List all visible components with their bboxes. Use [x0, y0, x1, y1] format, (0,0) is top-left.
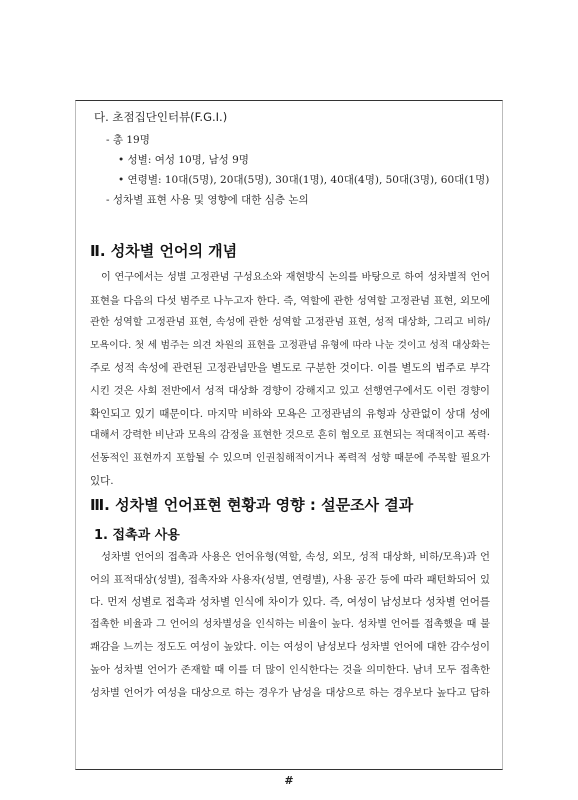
page-number: # [284, 774, 294, 787]
paragraph-line: 높아 성차별 언어가 존재할 때 이를 더 많이 인식한다는 것을 의미한다. 남녀 모두 접촉한 [90, 663, 490, 676]
paragraph-line: 표현을 다음의 다섯 범주로 나누고자 한다. 즉, 역할에 관한 성역할 고정관념 표현, 외모에 [90, 294, 490, 307]
paragraph-line: 이 연구에서는 성별 고정관념 구성요소와 재현방식 논의를 바탕으로 하여 성차별적 언어 [101, 272, 490, 283]
paragraph-line: 성차별 언어의 접촉과 사용은 언어유형(역할, 속성, 외모, 성적 대상화, 비하/모욕)과 언 [101, 551, 490, 563]
paragraph-line: 시킨 것은 사회 전반에서 성적 대상화 경향이 강해지고 있고 선행연구에서도 이런 경향이 [90, 384, 490, 397]
paragraph-line: 다. 먼저 성별로 접촉과 성차별 인식에 차이가 있다. 즉, 여성이 남성보다 성차별 언어를 [90, 596, 490, 609]
paragraph-line: 있다. [90, 475, 114, 488]
paragraph-line: 관한 성역할 고정관념 표현, 속성에 관한 성역할 고정관념 표현, 성적 대상화, 그리고 비하/ [90, 317, 490, 329]
section-3-paragraph [90, 546, 490, 704]
paragraph-line: 접촉한 비율과 그 언어의 성차별성을 인식하는 비율이 높다. 성차별 언어를 접촉했을 때 불 [90, 618, 490, 630]
paragraph-line: 쾌감을 느끼는 정도도 여성이 높았다. 이는 여성이 남성보다 성차별 언어에 대한 감수성이 [90, 641, 490, 654]
section-2-title: Ⅱ. 성차별 언어의 개념 [90, 242, 238, 260]
fgi-total: - 총 19명 [106, 134, 150, 146]
fgi-age: • 연령별: 10대(5명), 20대(5명), 30대(1명), 40대(4명), 50대(3명), 60대(1명) [118, 174, 490, 186]
section-2-paragraph [90, 267, 490, 493]
paragraph-line: 대해서 강력한 비난과 모욕의 감정을 표현한 것으로 흔히 혐오로 표현되는 적대적이고 폭력· [90, 430, 490, 442]
subsection-1-title: 1. 접촉과 사용 [94, 528, 180, 543]
paragraph-line: 모욕이다. 첫 세 범주는 의견 차원의 표현을 고정관념 유형에 따라 나눈 것이고 성적 대상화는 [90, 339, 490, 351]
paragraph-line: 주로 성적 속성에 관련된 고정관념만을 별도로 구분한 것이다. 이를 별도의 범주로 부각 [90, 362, 490, 375]
paragraph-line: 선동적인 표현까지 포함될 수 있으며 인권침해적이거나 폭력적 성향 때문에 주목할 필요가 [90, 452, 490, 464]
paragraph-line: 어의 표적대상(성별), 접촉자와 사용자(성별, 연령별), 사용 공간 등에 따라 패턴화되어 있 [90, 573, 490, 586]
fgi-heading: 다. 초점집단인터뷰(F.G.I.) [94, 110, 228, 124]
paragraph-line: 확인되고 있기 때문이다. 마지막 비하와 모욕은 고정관념의 유형과 상관없이 상대 성에 [90, 407, 490, 420]
section-3-title: Ⅲ. 성차별 언어표현 현황과 영향 : 설문조사 결과 [90, 496, 414, 514]
paragraph-line: 성차별 언어가 여성을 대상으로 하는 경우가 남성을 대상으로 하는 경우보다 높다고 답하 [90, 686, 490, 699]
fgi-topic: - 성차별 표현 사용 및 영향에 대한 심층 논의 [106, 194, 309, 206]
fgi-gender: • 성별: 여성 10명, 남성 9명 [118, 154, 249, 166]
